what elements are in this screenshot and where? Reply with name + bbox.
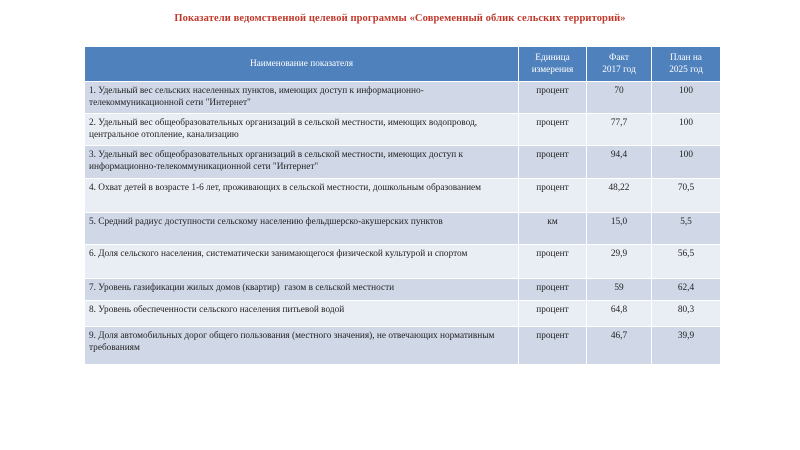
table-row xyxy=(85,279,721,301)
row-fact: 77,7 xyxy=(587,114,652,146)
row-unit: процент xyxy=(519,301,587,327)
row-name: 3. Удельный вес общеобразовательных организаций в сельской местности, имеющих доступ к информационно-телекоммуникационной сети "Интернет" xyxy=(85,146,519,179)
row-plan: 100 xyxy=(652,82,721,114)
row-unit: км xyxy=(519,213,587,245)
row-name: 5. Средний радиус доступности сельскому населению фельдшерско-акушерских пунктов xyxy=(85,213,519,245)
table-row xyxy=(85,179,721,213)
table-row xyxy=(85,245,721,279)
table-row xyxy=(85,213,721,245)
row-unit: процент xyxy=(519,245,587,279)
row-plan: 39,9 xyxy=(652,327,721,365)
row-unit: процент xyxy=(519,82,587,114)
table-row xyxy=(85,82,721,114)
row-name: 8. Уровень обеспеченности сельского населения питьевой водой xyxy=(85,301,519,327)
row-fact: 48,22 xyxy=(587,179,652,213)
row-unit: процент xyxy=(519,114,587,146)
row-plan: 100 xyxy=(652,146,721,179)
row-unit: процент xyxy=(519,327,587,365)
row-fact: 29,9 xyxy=(587,245,652,279)
header-unit: Единица измерения xyxy=(519,47,587,82)
row-fact: 94,4 xyxy=(587,146,652,179)
row-plan: 5,5 xyxy=(652,213,721,245)
page-title: Показатели ведомственной целевой программы «Современный облик сельских территорий» xyxy=(174,13,626,24)
header-plan: План на 2025 год xyxy=(652,47,721,82)
indicators-table xyxy=(84,46,721,365)
row-plan: 100 xyxy=(652,114,721,146)
row-fact: 70 xyxy=(587,82,652,114)
row-name: 2. Удельный вес общеобразовательных организаций в сельской местности, имеющих водопровод, центральное отопление, канализацию xyxy=(85,114,519,146)
header-name: Наименование показателя xyxy=(85,47,519,82)
header-fact: Факт 2017 год xyxy=(587,47,652,82)
row-plan: 56,5 xyxy=(652,245,721,279)
row-plan: 62,4 xyxy=(652,279,721,301)
table-row xyxy=(85,327,721,365)
table-row xyxy=(85,146,721,179)
table-header-row xyxy=(85,47,721,82)
row-plan: 70,5 xyxy=(652,179,721,213)
row-name: 1. Удельный вес сельских населенных пунктов, имеющих доступ к информационно-телекоммуникационной сети "Интернет" xyxy=(85,82,519,114)
table-row xyxy=(85,301,721,327)
row-name: 4. Охват детей в возрасте 1-6 лет, проживающих в сельской местности, дошкольным образованием xyxy=(85,179,519,213)
row-plan: 80,3 xyxy=(652,301,721,327)
row-unit: процент xyxy=(519,279,587,301)
row-fact: 59 xyxy=(587,279,652,301)
row-name: 9. Доля автомобильных дорог общего пользования (местного значения), не отвечающих нормативным требованиям xyxy=(85,327,519,365)
row-unit: процент xyxy=(519,146,587,179)
row-name: 7. Уровень газификации жилых домов (квартир) газом в сельской местности xyxy=(85,279,519,301)
row-fact: 46,7 xyxy=(587,327,652,365)
row-fact: 15,0 xyxy=(587,213,652,245)
row-name: 6. Доля сельского населения, систематически занимающегося физической культурой и спортом xyxy=(85,245,519,279)
table-row xyxy=(85,114,721,146)
row-fact: 64,8 xyxy=(587,301,652,327)
row-unit: процент xyxy=(519,179,587,213)
